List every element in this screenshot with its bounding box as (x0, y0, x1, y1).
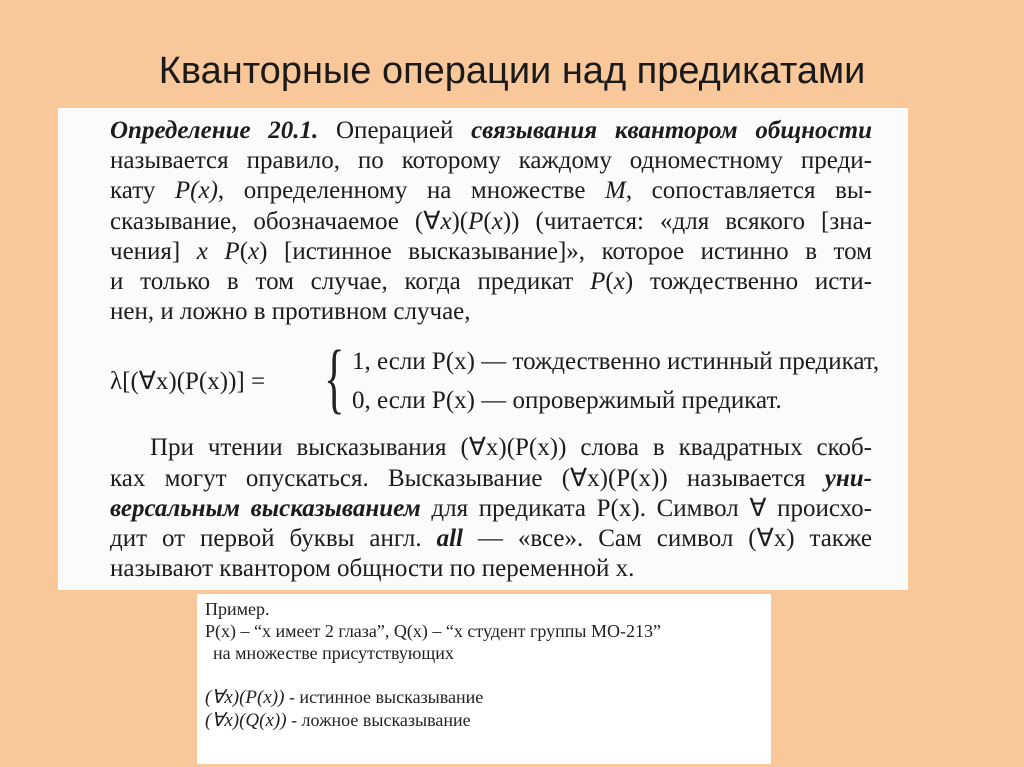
slide-title: Кванторные операции над предикатами (158, 50, 866, 92)
def-line: нен, и ложно в противном случае, (110, 298, 471, 326)
def-text: x (248, 237, 260, 265)
def-text: M (605, 177, 626, 205)
example-result-true: - истинное высказывание (284, 687, 484, 707)
example-result-false: - ложное высказывание (286, 710, 471, 730)
def-text: )( (451, 207, 469, 235)
term-bold: версальным высказыванием (110, 494, 421, 522)
def-text: ) тождественно исти- (624, 268, 872, 296)
definition-scan (58, 108, 908, 590)
def-text: , сопоставляется вы- (625, 177, 873, 205)
def-text: ) [истинное высказывание]», которое истинно в том (259, 237, 872, 265)
def-text: — «все». Сам символ (∀x) также (462, 525, 872, 553)
formula-case-false: 0, если P(x) — опровержимый предикат. (352, 387, 782, 415)
formula-lhs: λ[(∀x)(P(x))] = (110, 368, 266, 396)
remark-paragraph (110, 433, 872, 584)
def-text: кату (110, 177, 175, 205)
def-text: x P (196, 237, 240, 265)
def-text: )) (читается: «для всякого [зна- (502, 207, 872, 235)
def-text: P(x) (174, 177, 218, 205)
example-formula-false: (∀x)(Q(x)) (205, 710, 287, 731)
def-text: x (491, 207, 503, 235)
example-box (197, 594, 771, 764)
def-text: ках могут опускаться. Высказывание (∀x)(P(x)) называется (110, 464, 825, 492)
def-text: дит от первой буквы англ. (110, 525, 437, 553)
definition-paragraph (110, 116, 872, 327)
def-text: сказывание, обозначаемое (∀ (110, 207, 441, 235)
def-text: Операцией (318, 117, 472, 144)
example-label: Пример. (205, 599, 270, 619)
term-bold: all (436, 525, 463, 553)
left-brace: { (324, 334, 345, 422)
term-bold: связывания квантором общности (471, 117, 872, 144)
def-text: для предиката P(x). Символ ∀ происхо- (420, 494, 872, 522)
truth-value-formula (110, 334, 880, 422)
def-line: При чтении высказывания (∀x)(P(x)) слова в квадратных скоб- (150, 434, 872, 462)
def-line: называют квантором общности по переменной x. (110, 555, 635, 583)
def-text: чения] (110, 237, 197, 265)
def-text: x (440, 207, 452, 235)
example-predicates: P(x) – “x имеет 2 глаза”, Q(x) – “x студент группы МО-213” (205, 621, 661, 641)
formula-case-true: 1, если P(x) — тождественно истинный предикат, (352, 348, 880, 376)
definition-heading: Определение 20.1. (110, 117, 319, 144)
def-text: P (468, 207, 484, 235)
def-text: , определенному на множестве (217, 177, 605, 205)
example-domain: на множестве присутствующих (213, 643, 454, 663)
term-bold: уни- (824, 464, 872, 492)
def-text: ( (483, 207, 492, 235)
def-line: называется правило, по которому каждому одноместному преди- (110, 147, 872, 175)
def-text: x (613, 268, 625, 296)
example-formula-true: (∀x)(P(x)) (205, 687, 285, 708)
def-text: и только в том случае, когда предикат (110, 268, 591, 296)
def-text: P (590, 268, 606, 296)
def-text: ( (239, 237, 249, 265)
def-text: ( (605, 268, 614, 296)
